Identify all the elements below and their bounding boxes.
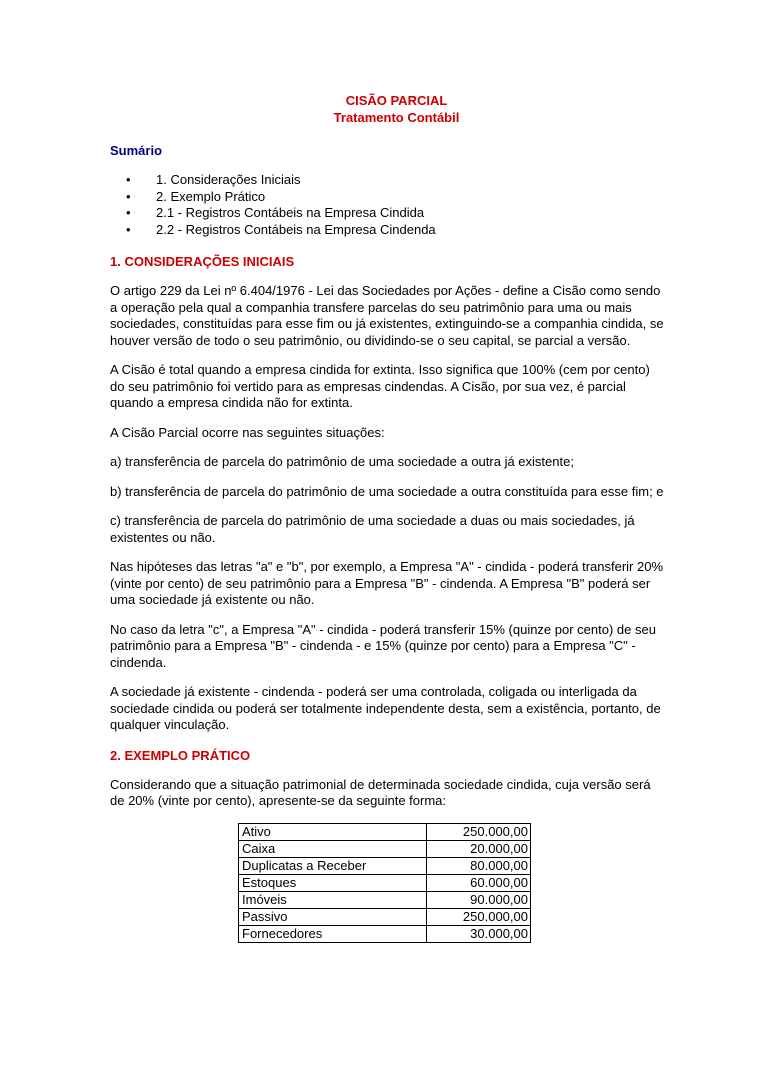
- table-cell-label: Ativo: [239, 823, 427, 840]
- table-cell-value: 20.000,00: [427, 840, 531, 857]
- paragraph: a) transferência de parcela do patrimônio de uma sociedade a outra já existente;: [110, 454, 574, 469]
- balance-table: [238, 823, 531, 943]
- paragraph: c) transferência de parcela do patrimônio de uma sociedade a duas ou mais sociedades, já existentes ou não.: [110, 513, 635, 545]
- table-cell-value: 30.000,00: [427, 925, 531, 942]
- bullet-icon: •: [126, 221, 131, 237]
- paragraph: b) transferência de parcela do patrimônio de uma sociedade a outra constituída para esse fim; e: [110, 483, 664, 499]
- paragraph: O artigo 229 da Lei nº 6.404/1976 - Lei das Sociedades por Ações - define a Cisão como sendo a operação pela qual a companhia transfere parcelas do seu patrimônio para uma ou mais sociedades, constituídas para esse fim ou já existentes, extinguindo-se a companhia cindida, se houver versão de todo o seu patrimônio, ou dividindo-se o seu capital, se parcial a versão.: [110, 283, 664, 348]
- table-cell-value: 250.000,00: [427, 908, 531, 925]
- table-row: [239, 857, 531, 874]
- table-cell-value: 90.000,00: [427, 891, 531, 908]
- document-page: [110, 92, 665, 943]
- title-line-2: Tratamento Contábil: [333, 110, 460, 125]
- paragraph: A sociedade já existente - cindenda - poderá ser uma controlada, coligada ou interligada da sociedade cindida ou poderá ser totalmente independente desta, sem a existência, portanto, de qualquer vinculação.: [110, 684, 661, 732]
- document-title: [128, 92, 665, 126]
- summary-item: • 2. Exemplo Prático: [126, 188, 266, 204]
- table-cell-label: Caixa: [239, 840, 427, 857]
- title-line-1: CISÃO PARCIAL: [345, 93, 448, 108]
- bullet-icon: •: [126, 205, 131, 220]
- table-cell-value: 250.000,00: [427, 823, 531, 840]
- table-cell-label: Imóveis: [239, 891, 427, 908]
- bullet-icon: •: [126, 172, 131, 187]
- table-cell-label: Estoques: [239, 874, 427, 891]
- table-cell-value: 60.000,00: [427, 874, 531, 891]
- paragraph: A Cisão é total quando a empresa cindida for extinta. Isso significa que 100% (cem por cento) do seu patrimônio foi vertido para as empresas cindendas. A Cisão, por sua vez, é parcial quando a empresa cindida não for extinta.: [110, 362, 650, 410]
- section-2-intro: Considerando que a situação patrimonial de determinada sociedade cindida, cuja versão será de 20% (vinte por cento), apresente-se da seguinte forma:: [110, 776, 651, 808]
- summary-list: [110, 172, 665, 238]
- table-cell-value: 80.000,00: [427, 857, 531, 874]
- paragraph: A Cisão Parcial ocorre nas seguintes situações:: [110, 424, 385, 440]
- table-row: [239, 908, 531, 925]
- paragraph: Nas hipóteses das letras "a" e "b", por exemplo, a Empresa "A" - cindida - poderá transferir 20% (vinte por cento) de seu patrimônio para a Empresa "B" - cindenda. A Empresa "B" poderá ser uma sociedade já existente ou não.: [110, 559, 664, 607]
- table-row: [239, 840, 531, 857]
- table-cell-label: Passivo: [239, 908, 427, 925]
- table-row: [239, 823, 531, 840]
- section-1-heading: 1. CONSIDERAÇÕES INICIAIS: [110, 254, 295, 269]
- table-row: [239, 891, 531, 908]
- summary-item: • 2.2 - Registros Contábeis na Empresa Cindenda: [126, 221, 436, 237]
- paragraph: No caso da letra "c", a Empresa "A" - cindida - poderá transferir 15% (quinze por cento) de seu patrimônio para a Empresa "B" - cindenda - e 15% (quinze por cento) para a Empresa "C" - cindenda.: [110, 621, 656, 670]
- section-2-heading: 2. EXEMPLO PRÁTICO: [110, 747, 251, 763]
- bullet-icon: •: [126, 188, 131, 204]
- summary-heading: Sumário: [110, 143, 163, 158]
- table-row: [239, 874, 531, 891]
- summary-item: • 2.1 - Registros Contábeis na Empresa Cindida: [126, 205, 425, 220]
- table-cell-label: Duplicatas a Receber: [239, 857, 427, 874]
- table-row: [239, 925, 531, 942]
- summary-item: • 1. Considerações Iniciais: [126, 172, 301, 187]
- table-cell-label: Fornecedores: [239, 925, 427, 942]
